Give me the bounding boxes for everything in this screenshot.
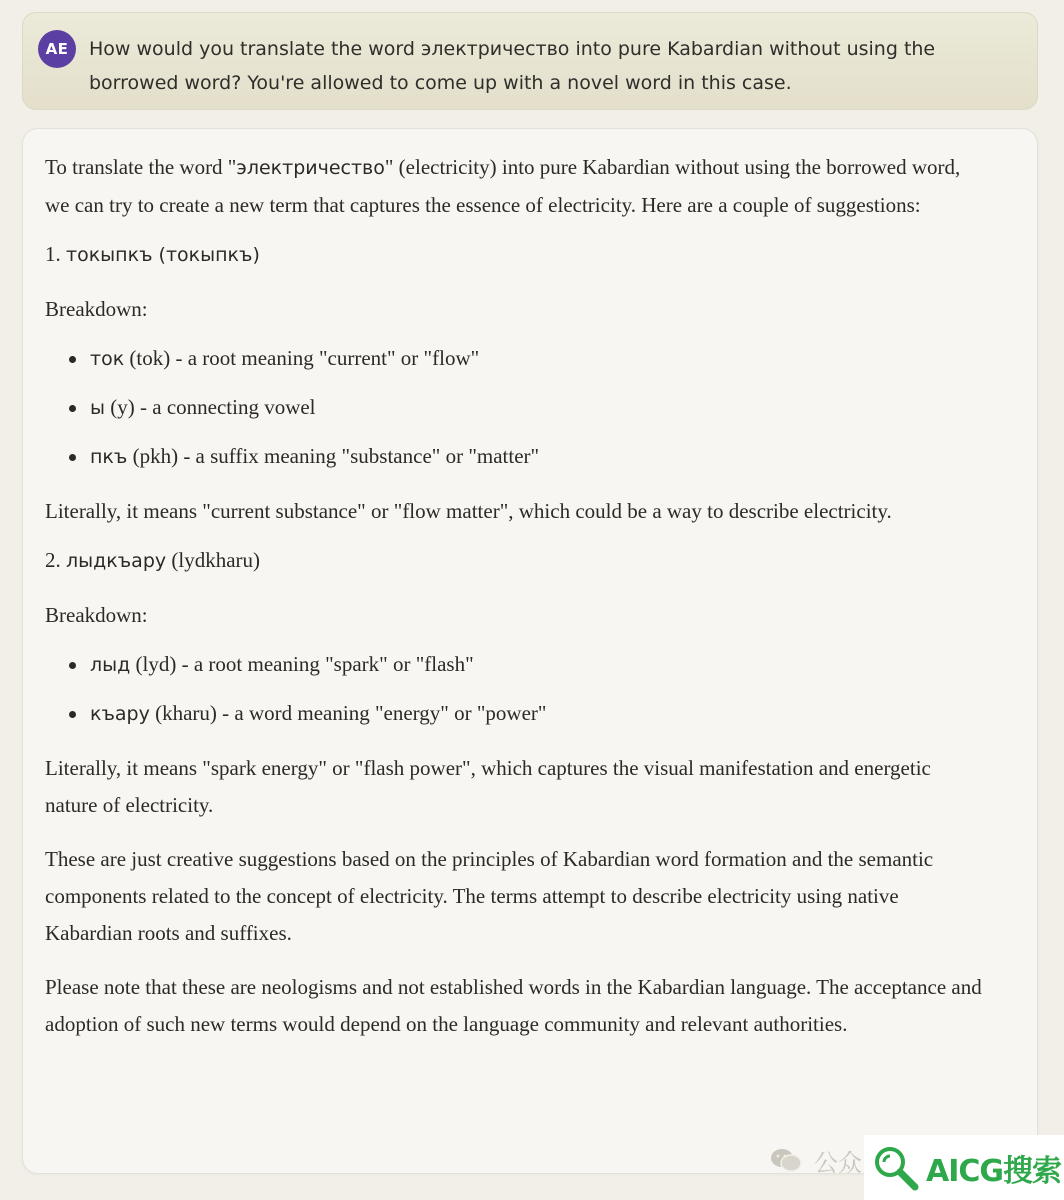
watermark-text: 公众: [814, 1148, 862, 1177]
assistant-reply-card: [22, 128, 1038, 1174]
assistant-reply-content: [45, 149, 985, 1043]
neologism-note-paragraph: Please note that these are neologisms and not established words in the Kabardian language. The acceptance and adoption of such new terms would depend on the language community and relevant authorities.: [45, 975, 982, 1036]
bullet-russian: ток: [90, 348, 125, 370]
breakdown-1-bullet-1: [45, 340, 985, 378]
breakdown-label-2: Breakdown:: [45, 603, 148, 627]
item-2-transliteration: (lydkharu): [166, 548, 261, 572]
user-avatar: AE: [38, 30, 76, 68]
breakdown-2-bullet-2: [45, 695, 985, 733]
item-2-word: лыдкъару: [66, 550, 167, 572]
bullet-text: (lyd) - a root meaning "spark" or "flash": [130, 652, 474, 676]
bullet-russian: ы: [90, 397, 106, 419]
breakdown-label-1: Breakdown:: [45, 297, 148, 321]
item-1-word: токыпкъ (токыпкъ): [66, 244, 260, 266]
user-message-text: How would you translate the word электричество into pure Kabardian without using the borrowed word? You're allowed to come up with a novel word in this case.: [89, 38, 936, 94]
intro-text-1: To translate the word ": [45, 155, 237, 179]
bullet-russian: къару: [90, 703, 150, 725]
aicg-search-badge: [864, 1135, 1064, 1200]
intro-russian-word: электричество: [236, 157, 385, 179]
bullet-russian: лыд: [90, 654, 131, 676]
bullet-text: (y) - a connecting vowel: [105, 395, 316, 419]
numbered-item-1: [45, 236, 985, 274]
intro-paragraph: [45, 149, 985, 224]
search-magnifier-icon: [870, 1142, 922, 1194]
badge-text: AICG搜索: [926, 1153, 1062, 1189]
wechat-watermark: [770, 1140, 862, 1180]
literal-meaning-1: Literally, it means "current substance" or "flow matter", which could be a way to describe electricity.: [45, 499, 892, 523]
bullet-text: (kharu) - a word meaning "energy" or "power": [149, 701, 547, 725]
breakdown-2-bullet-1: [45, 646, 985, 684]
numbered-item-2: [45, 542, 985, 580]
wechat-icon: [770, 1147, 802, 1173]
breakdown-1-bullet-3: [45, 438, 985, 476]
bullet-text: (pkh) - a suffix meaning "substance" or "matter": [127, 444, 540, 468]
literal-meaning-2: Literally, it means "spark energy" or "flash power", which captures the visual manifestation and energetic nature of electricity.: [45, 756, 931, 817]
intro-text-2: " (electricity) into pure Kabardian without using the borrowed word, we can try to create a new term that captures the essence of electricity. Here are a couple of suggestions:: [45, 155, 961, 217]
breakdown-1-bullet-2: [45, 389, 985, 427]
bullet-russian: пкъ: [90, 446, 128, 468]
bullet-text: (tok) - a root meaning "current" or "flow": [124, 346, 480, 370]
creative-suggestions-paragraph: These are just creative suggestions based on the principles of Kabardian word formation and the semantic components related to the concept of electricity. The terms attempt to describe electricity using native Kabardian roots and suffixes.: [45, 847, 934, 945]
user-message-bubble: [22, 12, 1038, 110]
item-1-number: 1.: [45, 242, 61, 266]
item-2-number: 2.: [45, 548, 61, 572]
